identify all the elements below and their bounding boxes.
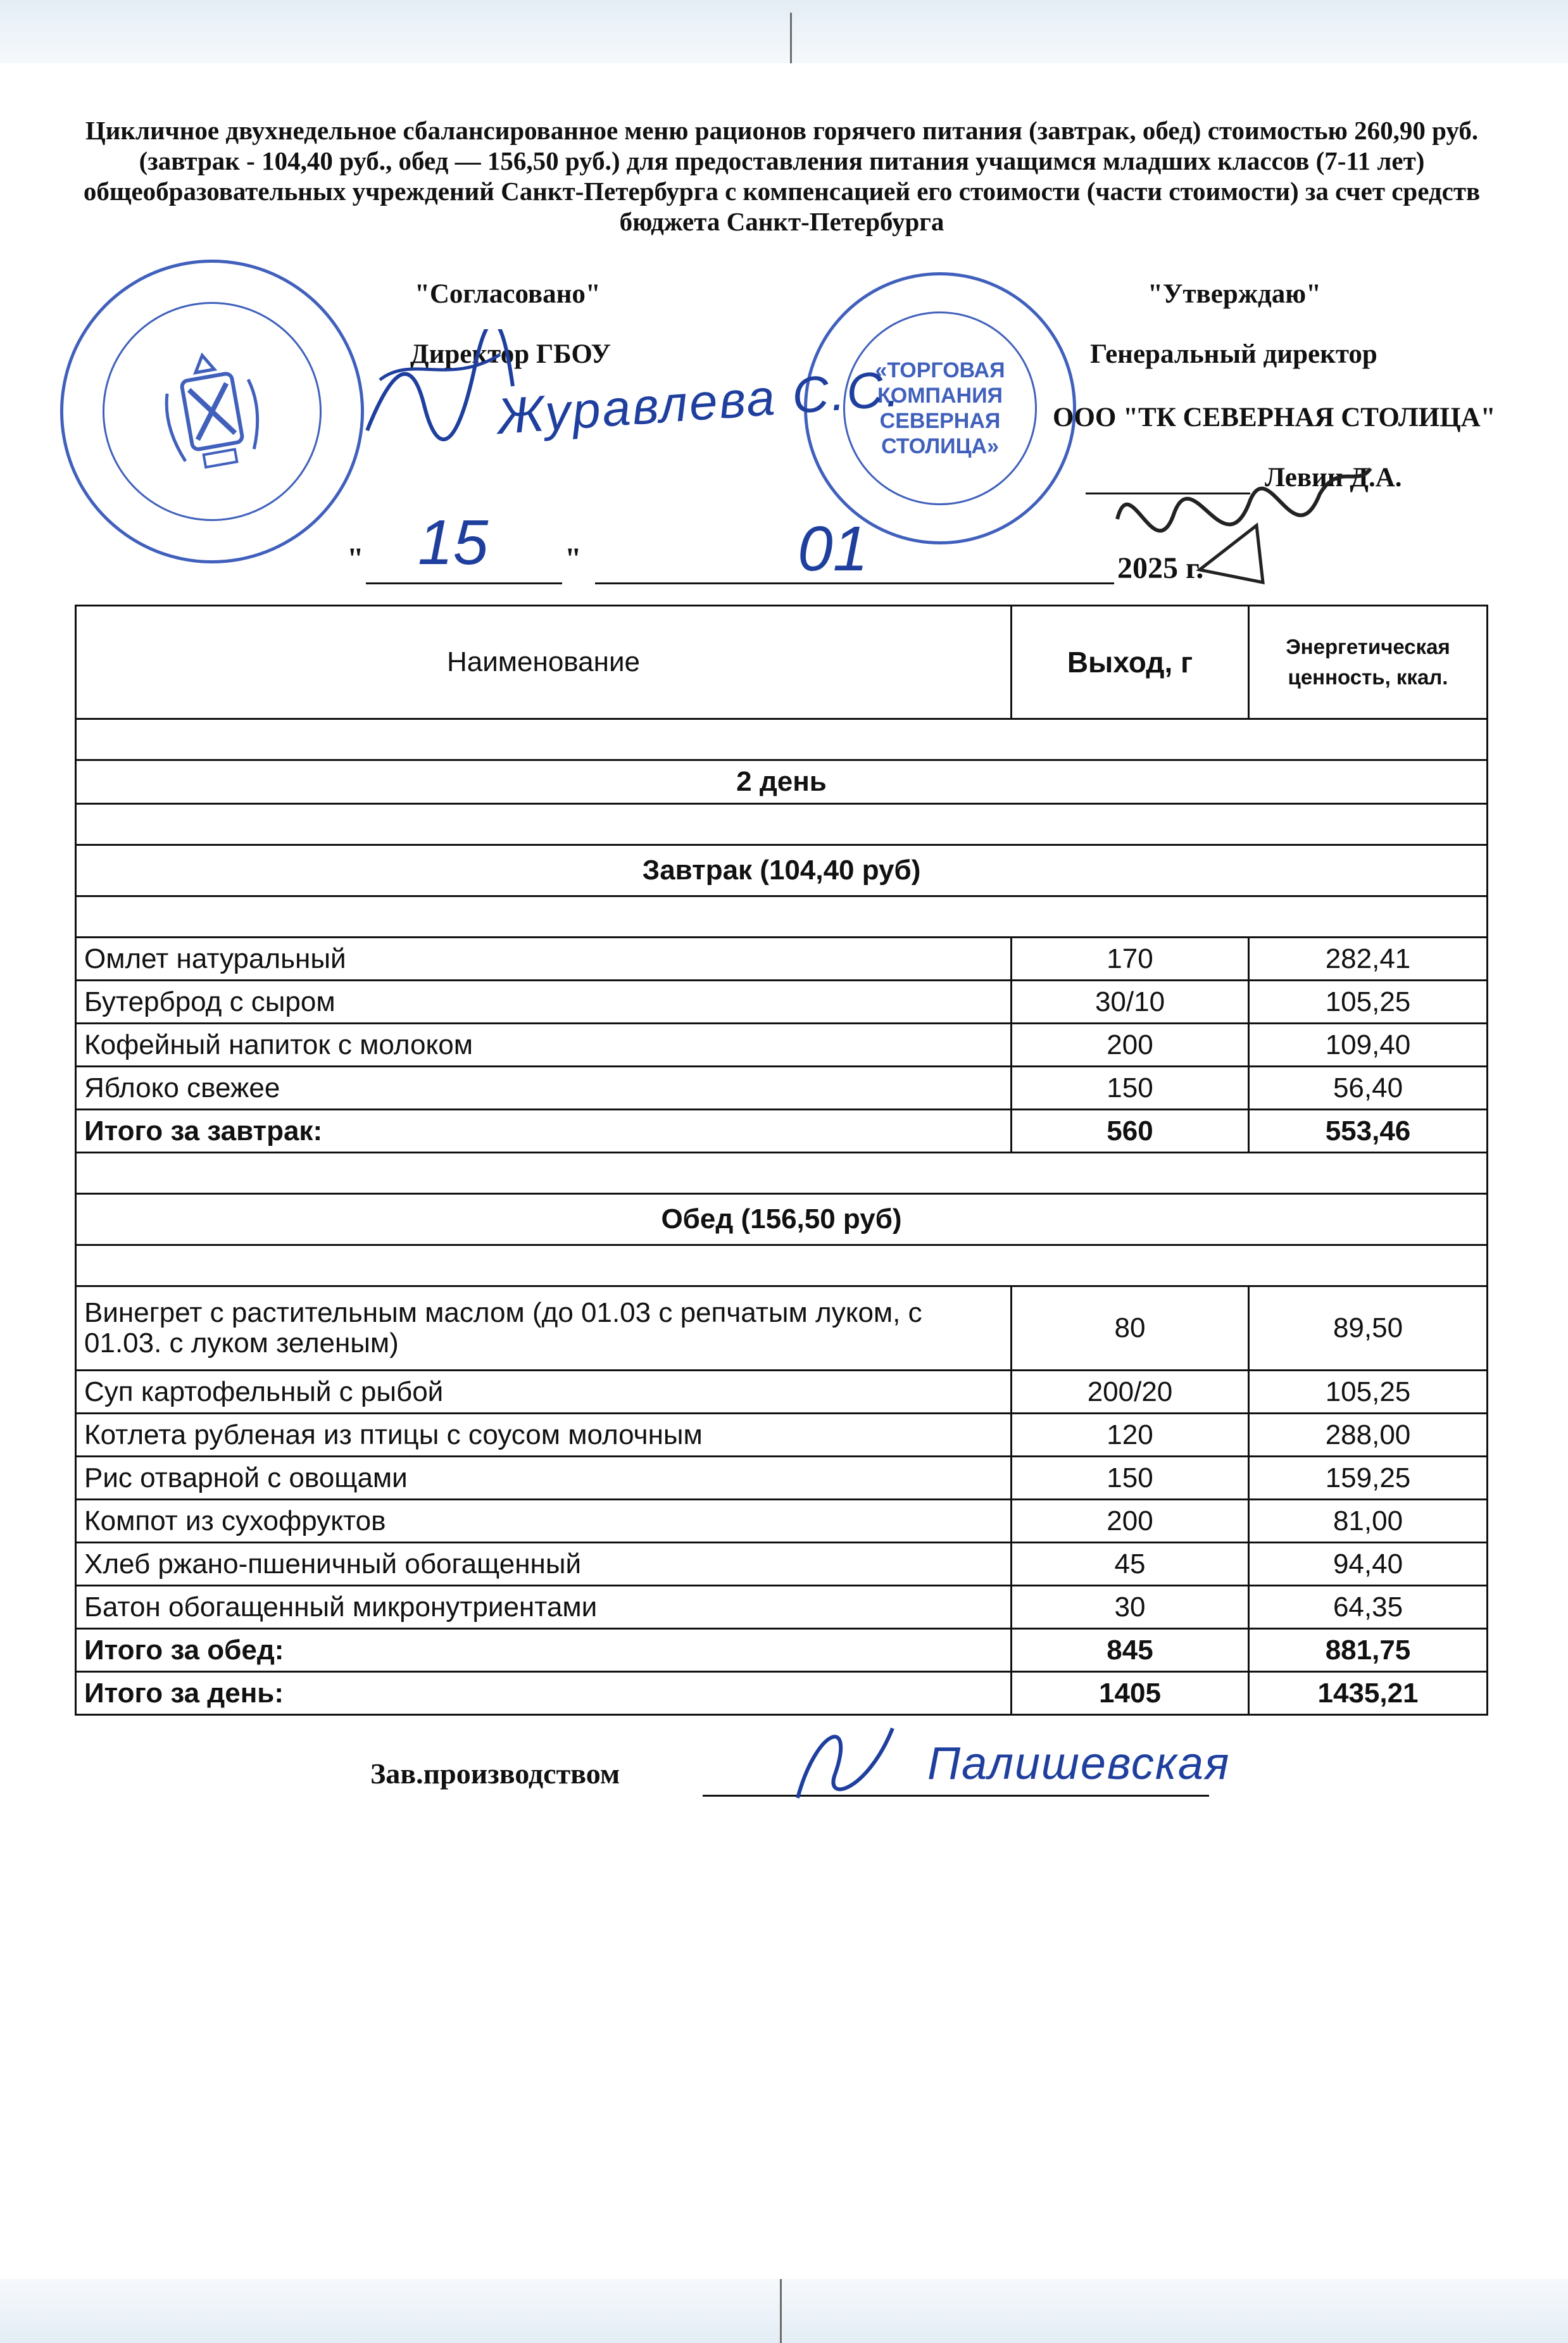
agreed-label: "Согласовано" bbox=[415, 279, 601, 309]
item-output: 80 bbox=[1012, 1286, 1249, 1371]
item-kcal: 81,00 bbox=[1249, 1500, 1488, 1543]
total-kcal: 1435,21 bbox=[1249, 1672, 1488, 1715]
table-row bbox=[76, 1457, 1488, 1500]
spacer-row bbox=[76, 1153, 1488, 1194]
school-round-stamp bbox=[36, 236, 388, 587]
item-output: 200 bbox=[1012, 1024, 1249, 1067]
approved-label: "Утверждаю" bbox=[1148, 279, 1321, 309]
date-day: 15 bbox=[418, 507, 489, 578]
director-signature-scribble bbox=[354, 329, 519, 462]
date-quote-open: " bbox=[347, 542, 364, 575]
menu-table bbox=[75, 605, 1488, 1716]
item-output: 200 bbox=[1012, 1500, 1249, 1543]
item-name: Кофейный напиток с молоком bbox=[76, 1024, 1012, 1067]
total-output: 845 bbox=[1012, 1629, 1249, 1672]
item-name: Хлеб ржано-пшеничный обогащенный bbox=[76, 1543, 1012, 1586]
item-kcal: 94,40 bbox=[1249, 1543, 1488, 1586]
item-output: 45 bbox=[1012, 1543, 1249, 1586]
date-year: 2025 г. bbox=[1117, 551, 1204, 585]
item-name: Винегрет с растительным маслом (до 01.03 с репчатым луком, с 01.03. с луком зеленым) bbox=[76, 1286, 1012, 1371]
document-heading: Цикличное двухнедельное сбалансированное меню рационов горячего питания (завтрак, обед) стоимостью 260,90 руб. (завтрак - 104,40 руб., обед — 156,50 руб.) для предоставления питания учащимся младших классов (7-11 лет) общеобразовательных учреждений Санкт-Петербурга с компенсацией его стоимости (части стоимости) за счет средств бюджета Санкт-Петербурга bbox=[83, 116, 1481, 236]
approved-org: ООО "ТК СЕВЕРНАЯ СТОЛИЦА" bbox=[1053, 403, 1496, 432]
item-kcal: 64,35 bbox=[1249, 1586, 1488, 1629]
header-name: Наименование bbox=[76, 606, 1012, 719]
day-label: 2 день bbox=[76, 760, 1488, 804]
item-kcal: 105,25 bbox=[1249, 981, 1488, 1024]
breakfast-title: Завтрак (104,40 руб) bbox=[76, 845, 1488, 896]
production-handwritten-name: Палишевская bbox=[927, 1738, 1231, 1789]
lunch-title-row bbox=[76, 1194, 1488, 1245]
item-name: Суп картофельный с рыбой bbox=[76, 1371, 1012, 1414]
table-row bbox=[76, 938, 1488, 981]
stamp-line: СЕВЕРНАЯ bbox=[879, 409, 1001, 433]
approved-name: Левин Д.А. bbox=[1265, 463, 1402, 493]
item-name: Омлет натуральный bbox=[76, 938, 1012, 981]
stamp-line: КОМПАНИЯ bbox=[877, 384, 1003, 408]
table-row bbox=[76, 1067, 1488, 1110]
scan-fold-line-top bbox=[790, 13, 792, 63]
date-quote-close: " bbox=[565, 542, 582, 575]
spacer-row bbox=[76, 1245, 1488, 1286]
approved-role: Генеральный директор bbox=[1090, 339, 1377, 369]
item-name: Рис отварной с овощами bbox=[76, 1457, 1012, 1500]
item-output: 30 bbox=[1012, 1586, 1249, 1629]
date-day-line bbox=[366, 582, 562, 584]
item-kcal: 89,50 bbox=[1249, 1286, 1488, 1371]
agreed-role: Директор ГБОУ bbox=[410, 339, 611, 369]
item-output: 150 bbox=[1012, 1457, 1249, 1500]
date-month: 01 bbox=[798, 513, 869, 584]
table-row bbox=[76, 1586, 1488, 1629]
total-label: Итого за завтрак: bbox=[76, 1110, 1012, 1153]
header-energy: Энергетическая ценность, ккал. bbox=[1249, 606, 1488, 719]
item-kcal: 105,25 bbox=[1249, 1371, 1488, 1414]
stamp-line: СТОЛИЦА» bbox=[881, 434, 999, 458]
table-row bbox=[76, 1543, 1488, 1586]
item-name: Компот из сухофруктов bbox=[76, 1500, 1012, 1543]
scan-bottom-strip bbox=[0, 2279, 1568, 2343]
total-label: Итого за день: bbox=[76, 1672, 1012, 1715]
item-kcal: 56,40 bbox=[1249, 1067, 1488, 1110]
item-kcal: 282,41 bbox=[1249, 938, 1488, 981]
table-row bbox=[76, 1371, 1488, 1414]
item-name: Котлета рубленая из птицы с соусом молочным bbox=[76, 1414, 1012, 1457]
table-row bbox=[76, 1286, 1488, 1371]
table-header-row bbox=[76, 606, 1488, 719]
production-label: Зав.производством bbox=[370, 1757, 620, 1790]
total-output: 1405 bbox=[1012, 1672, 1249, 1715]
total-output: 560 bbox=[1012, 1110, 1249, 1153]
coat-of-arms-icon bbox=[148, 340, 276, 483]
item-name: Батон обогащенный микронутриентами bbox=[76, 1586, 1012, 1629]
item-output: 120 bbox=[1012, 1414, 1249, 1457]
total-kcal: 881,75 bbox=[1249, 1629, 1488, 1672]
item-kcal: 109,40 bbox=[1249, 1024, 1488, 1067]
lunch-total-row bbox=[76, 1629, 1488, 1672]
spacer-row bbox=[76, 719, 1488, 760]
table-row bbox=[76, 981, 1488, 1024]
lunch-title: Обед (156,50 руб) bbox=[76, 1194, 1488, 1245]
table-row bbox=[76, 1500, 1488, 1543]
header-output: Выход, г bbox=[1012, 606, 1249, 719]
table-row bbox=[76, 1414, 1488, 1457]
scan-fold-line-bottom bbox=[780, 2279, 782, 2343]
item-kcal: 159,25 bbox=[1249, 1457, 1488, 1500]
production-signature-scribble bbox=[779, 1703, 905, 1811]
item-output: 200/20 bbox=[1012, 1371, 1249, 1414]
item-output: 170 bbox=[1012, 938, 1249, 981]
item-output: 30/10 bbox=[1012, 981, 1249, 1024]
table-row bbox=[76, 1024, 1488, 1067]
item-name: Яблоко свежее bbox=[76, 1067, 1012, 1110]
scan-top-strip bbox=[0, 0, 1568, 63]
director-handwritten-name: Журавлева С.С. bbox=[495, 360, 903, 445]
spacer-row bbox=[76, 896, 1488, 938]
day-row bbox=[76, 760, 1488, 804]
item-output: 150 bbox=[1012, 1067, 1249, 1110]
breakfast-total-row bbox=[76, 1110, 1488, 1153]
total-label: Итого за обед: bbox=[76, 1629, 1012, 1672]
breakfast-title-row bbox=[76, 845, 1488, 896]
spacer-row bbox=[76, 804, 1488, 845]
stamp-line: «ТОРГОВАЯ bbox=[875, 358, 1005, 382]
total-kcal: 553,46 bbox=[1249, 1110, 1488, 1153]
item-kcal: 288,00 bbox=[1249, 1414, 1488, 1457]
item-name: Бутерброд с сыром bbox=[76, 981, 1012, 1024]
